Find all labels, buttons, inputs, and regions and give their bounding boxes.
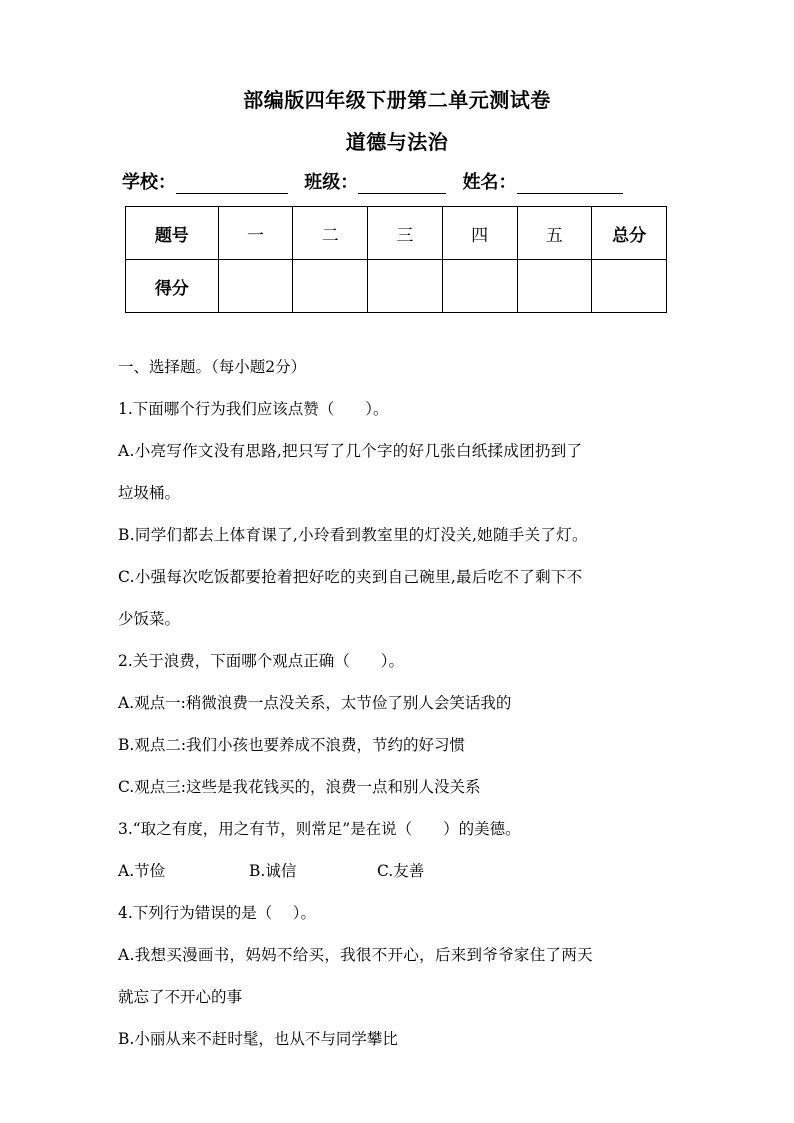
student-info-line — [122, 168, 633, 194]
q2-option-b: B.观点二:我们小孩也要养成不浪费，节约的好习惯 — [118, 736, 466, 754]
q4-option-a: A.我想买漫画书，妈妈不给买，我很不开心，后来到爷爷家住了两天 — [118, 946, 593, 964]
exam-subject: 道德与法治 — [345, 130, 449, 154]
q3-option-c: C.友善 — [377, 862, 425, 880]
q1-option-c: C.小强每次吃饭都要抢着把好吃的夹到自己碗里,最后吃不了剩下不 — [118, 568, 583, 586]
q1-option-a-cont: 垃圾桶。 — [118, 484, 181, 502]
school-blank[interactable] — [176, 173, 288, 194]
q1-option-c-cont: 少饭菜。 — [118, 610, 181, 628]
score-table-score-row — [126, 260, 667, 313]
score-cell[interactable] — [293, 260, 368, 313]
score-table-header-row — [126, 207, 667, 260]
q4-stem: 4.下列行为错误的是（ ）。 — [118, 904, 316, 922]
q2-stem: 2.关于浪费，下面哪个观点正确（ ）。 — [118, 652, 405, 670]
column-3: 三 — [368, 207, 443, 260]
name-blank[interactable] — [517, 173, 623, 194]
q4-option-a-cont: 就忘了不开心的事 — [118, 988, 243, 1006]
score-cell-total[interactable] — [592, 260, 667, 313]
score-cell[interactable] — [368, 260, 443, 313]
class-label: 班级： — [304, 172, 359, 193]
q1-option-a: A.小亮写作文没有思路,把只写了几个字的好几张白纸揉成团扔到了 — [118, 442, 583, 460]
column-total: 总分 — [592, 207, 667, 260]
score-cell[interactable] — [442, 260, 517, 313]
column-5: 五 — [517, 207, 592, 260]
question-number-label: 题号 — [126, 207, 219, 260]
q1-stem: 1.下面哪个行为我们应该点赞（ ）。 — [118, 400, 389, 418]
q1-option-b: B.同学们都去上体育课了,小玲看到教室里的灯没关,她随手关了灯。 — [118, 526, 588, 544]
school-label: 学校： — [122, 172, 176, 193]
column-4: 四 — [442, 207, 517, 260]
name-label: 姓名： — [462, 172, 517, 193]
q3-option-b: B.诚信 — [249, 862, 297, 880]
column-2: 二 — [293, 207, 368, 260]
section-heading: 一、选择题。（每小题2分） — [118, 358, 307, 376]
score-cell[interactable] — [218, 260, 293, 313]
column-1: 一 — [218, 207, 293, 260]
score-cell[interactable] — [517, 260, 592, 313]
q2-option-c: C.观点三:这些是我花钱买的，浪费一点和别人没关系 — [118, 778, 481, 796]
exam-title: 部编版四年级下册第二单元测试卷 — [243, 88, 551, 112]
q3-options — [118, 860, 680, 902]
q2-option-a: A.观点一:稍微浪费一点没关系，太节俭了别人会笑话我的 — [118, 694, 512, 712]
q3-stem: 3.“取之有度，用之有节，则常足”是在说（ ）的美德。 — [118, 820, 521, 838]
score-label: 得分 — [126, 260, 219, 313]
q4-option-b: B.小丽从来不赶时髦，也从不与同学攀比 — [118, 1030, 398, 1048]
class-blank[interactable] — [358, 173, 446, 194]
question-section — [118, 356, 680, 1070]
score-table — [125, 206, 667, 313]
q3-option-a: A.节俭 — [118, 862, 166, 880]
